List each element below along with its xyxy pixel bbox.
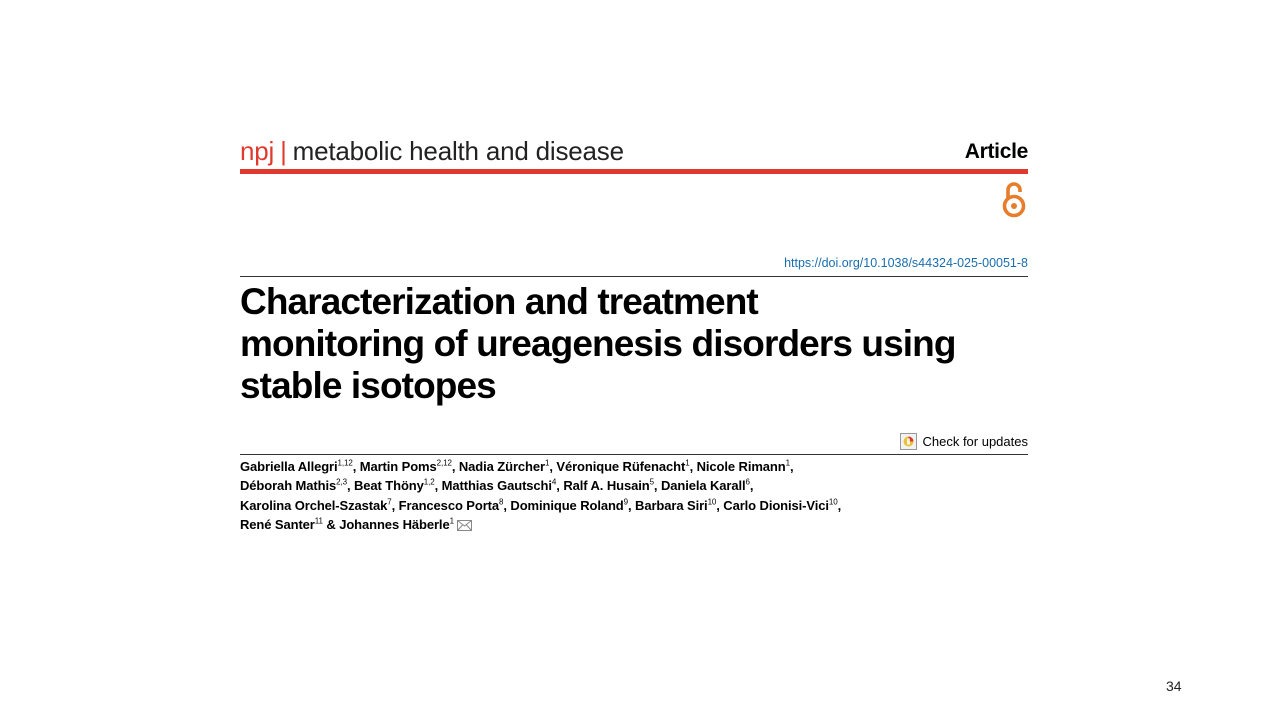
- author-name[interactable]: Nicole Rimann$^1$: [696, 458, 790, 474]
- author-name[interactable]: Dominique Roland$^9$: [510, 497, 629, 513]
- check-for-updates-button[interactable]: [900, 432, 1028, 450]
- author-affiliation: 6: [745, 477, 750, 487]
- open-access-lock-icon: [1001, 180, 1027, 218]
- author-affiliation: 1: [785, 458, 790, 468]
- author-name[interactable]: Gabriella Allegri$^{1,12}$: [240, 458, 353, 474]
- article-type-label: Article: [964, 140, 1028, 163]
- author-separator: ,: [503, 497, 511, 513]
- author-separator: ,: [391, 497, 399, 513]
- author-line: [240, 496, 1040, 515]
- author-name[interactable]: Carlo Dionisi-Vici$^{10}$: [723, 497, 838, 513]
- author-separator: ,: [434, 478, 442, 494]
- author-affiliation: 8: [499, 497, 504, 507]
- author-affiliation: 1: [685, 458, 690, 468]
- title-line: monitoring of ureagenesis disorders using: [240, 323, 956, 364]
- journal-separator: |: [280, 136, 287, 166]
- author-name[interactable]: Karolina Orchel-Szastak$^7$: [240, 497, 392, 513]
- title-line: stable isotopes: [240, 365, 496, 406]
- author-separator: ,: [689, 459, 697, 474]
- author-separator: ,: [716, 497, 724, 513]
- author-separator: ,: [837, 497, 842, 513]
- author-affiliation: 2,3: [336, 477, 347, 487]
- mail-icon[interactable]: [457, 520, 472, 531]
- header-rule: [240, 169, 1028, 174]
- author-name[interactable]: Barbara Siri$^{10}$: [635, 497, 717, 513]
- journal-prefix: npj: [240, 136, 275, 166]
- journal-title: metabolic health and disease: [292, 136, 624, 166]
- author-affiliation: 11: [314, 516, 323, 526]
- author-affiliation: 7: [387, 497, 392, 507]
- author-name[interactable]: Johannes Häberle$^1$: [339, 516, 454, 532]
- author-affiliation: 10: [828, 497, 838, 507]
- authors-top-rule: [240, 454, 1028, 455]
- author-affiliation: 9: [623, 497, 629, 507]
- author-separator: ,: [789, 459, 794, 474]
- author-affiliation: 4: [551, 477, 557, 487]
- page-number: 34: [1166, 678, 1182, 694]
- author-separator: ,: [653, 478, 661, 494]
- author-name[interactable]: René Santer$^{11}$: [240, 516, 323, 532]
- author-separator: ,: [749, 478, 754, 494]
- author-affiliation: 10: [707, 497, 717, 507]
- author-list: [240, 457, 1040, 534]
- author-line: [240, 476, 1040, 495]
- author-name[interactable]: Déborah Mathis$^{2,3}$: [240, 477, 347, 494]
- author-separator: ,: [556, 478, 564, 494]
- author-name[interactable]: Martin Poms$^{2,12}$: [359, 458, 452, 474]
- author-name[interactable]: Ralf A. Husain$^5$: [563, 477, 654, 494]
- author-affiliation: 1: [544, 458, 550, 468]
- author-name[interactable]: Francesco Porta$^8$: [398, 497, 504, 513]
- author-name[interactable]: Daniela Karall$^6$: [660, 477, 750, 494]
- author-separator: ,: [628, 497, 636, 513]
- author-affiliation: 2,12: [436, 458, 452, 468]
- author-separator: ,: [346, 478, 354, 494]
- title-line: Characterization and treatment: [240, 281, 758, 322]
- author-name[interactable]: Beat Thöny$^{1,2}$: [353, 477, 435, 494]
- author-affiliation: 1,2: [423, 477, 435, 487]
- title-top-rule: [240, 276, 1028, 277]
- author-line: [240, 515, 1040, 534]
- author-affiliation: 5: [649, 477, 654, 487]
- author-separator: ,: [549, 459, 557, 474]
- crossmark-icon: [900, 433, 917, 450]
- author-name[interactable]: Matthias Gautschi$^4$: [441, 477, 557, 494]
- author-separator: &: [322, 516, 340, 532]
- author-name[interactable]: Nadia Zürcher$^1$: [458, 458, 550, 474]
- check-for-updates-label: Check for updates: [922, 433, 1028, 449]
- doi-link[interactable]: https://doi.org/10.1038/s44324-025-00051-8: [784, 256, 1028, 270]
- author-affiliation: 1: [449, 516, 454, 526]
- author-name[interactable]: Véronique Rüfenacht$^1$: [556, 458, 690, 474]
- author-separator: ,: [451, 459, 459, 474]
- author-line: [240, 457, 1040, 476]
- author-affiliation: 1,12: [337, 458, 353, 468]
- journal-name: [240, 136, 624, 166]
- paper-title: [240, 281, 1040, 407]
- author-separator: ,: [352, 459, 360, 474]
